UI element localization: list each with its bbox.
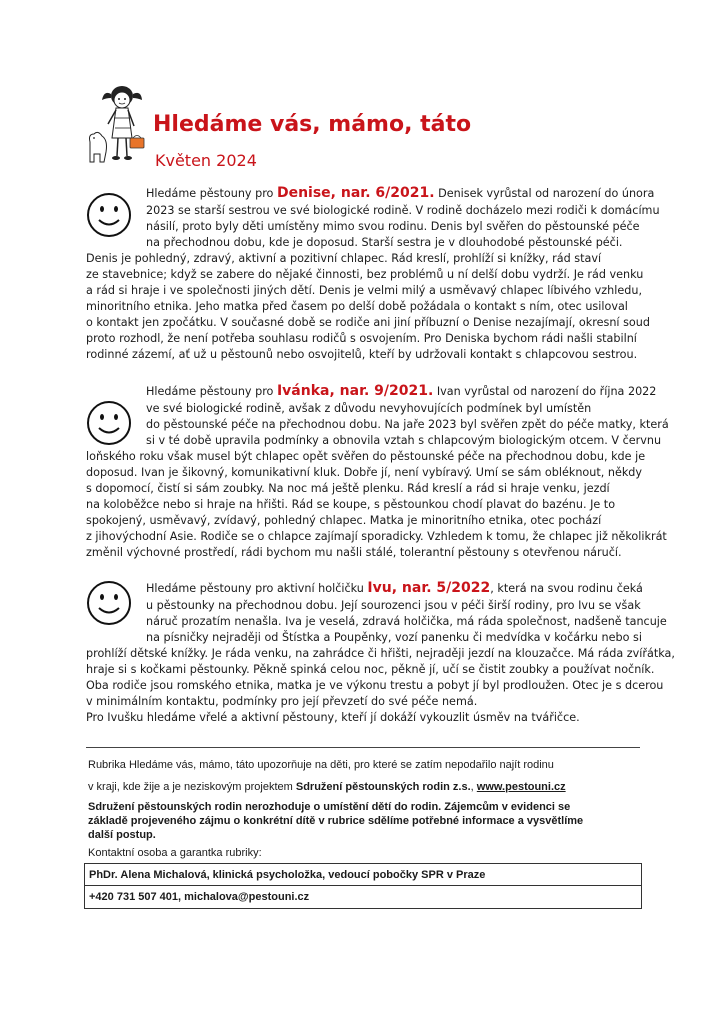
child1-line: Denis je pohledný, zdravý, aktivní a pozitivní chlapec. Rád kreslí, prohlíží si knížky, rád staví [86,252,602,265]
contact-box-divider [85,885,641,886]
smiley-face-icon [86,400,132,446]
footer-description: Rubrika Hledáme vás, mámo, táto upozorňuje na děti, pro které se zatím nepodařilo najít rodinu [88,759,554,771]
child2-line: ve své biologické rodině, avšak z důvodu nevyhovujících podmínek byl umístěn [146,402,592,415]
website-link[interactable]: www.pestouni.cz [476,781,566,793]
child2-line: do pěstounské péče na přechodnou dobu. Na jaře 2023 byl svěřen zpět do péče matky, která [146,418,669,431]
issue-month: Květen 2024 [155,151,257,170]
contact-name: PhDr. Alena Michalová, klinická psycholožka, vedoucí pobočky SPR v Praze [89,869,486,881]
child2-line: s dopomocí, čistí si sám zoubky. Na noc má ještě plenku. Rád kreslí a rád si hraje venku, jezdí [86,482,610,495]
child2-line: si v té době upravila podmínky a obnovila vztah s chlapcovým biologickým otcem. V červnu [146,434,662,447]
child3-line: hraje si s kočkami pěstounky. Pěkně spinká celou noc, pěkně jí, učí se čistit zoubky a používat nočník. [86,663,655,676]
child1-heading-line [146,186,654,201]
contact-info[interactable]: +420 731 507 401, michalova@pestouni.cz [89,891,310,903]
child2-line: z jihovýchodní Asie. Rodiče se o chlapce zajímají sporadicky. Vzhledem k tomu, že chlapec již několikrát [86,530,667,543]
contact-label: Kontaktní osoba a garantka rubriky: [88,847,262,859]
child1-name: Denise, nar. 6/2021. [276,185,435,201]
girl-with-dog-illustration [84,82,150,170]
footer-notice-line: další postup. [88,829,156,841]
child1-line: o kontakt jen zpočátku. V současné době se rodiče ani jiní příbuzní o Denise nezajímají, okresní soud [86,316,650,329]
child3-name: Ivu, nar. 5/2022 [367,580,491,596]
contact-box [84,863,642,909]
child2-line: loňského roku však musel být chlapec opět svěřen do pěstounské péče na přechodnou dobu, kde je [86,450,646,463]
footer-project-line [88,780,566,794]
child1-line: proto rozhodl, že není potřeba souhlasu rodičů s osvojením. Pro Deniska bychom rádi našli stabilní [86,332,637,345]
child3-heading-line [146,581,643,596]
child1-line: minoritního etnika. Jeho matka před časem po delší době požádala o kontakt s ním, otec usiloval [86,300,628,313]
footer-project-text: v kraji, kde žije a je neziskovým projektem [88,781,296,793]
footer-divider [86,747,640,748]
child3-line: , která na svou rodinu čeká [490,582,643,595]
child3-line: Oba rodiče jsou romského etnika, matka je ve výkonu trestu a pobyt jí byl prodloužen. Otec je s dcerou [86,679,664,692]
child2-intro: Hledáme pěstouny pro [146,385,277,398]
child2-line: Ivan vyrůstal od narození do října 2022 [433,385,657,398]
child1-line: násilí, proto byly děti umístěny mimo svou rodinu. Denis byl svěřen do pěstounské péče [146,220,640,233]
child1-line: ze stavebnice; když se zabere do nějaké činnosti, bez problémů u ní delší dobu vydrží. Je rád venku [86,268,644,281]
child3-line: náruč prozatím nenašla. Iva je veselá, zdravá holčička, má ráda společnost, nadšeně tancuje [146,615,667,628]
child2-line: spokojený, usměvavý, zvídavý, pohledný chlapec. Matka je minoritního etnika, otec pochází [86,514,602,527]
child2-line: na koloběžce nebo si hraje na hřišti. Rád se koupe, s pěstounkou chodí plavat do bazénu. Je to [86,498,616,511]
page-title: Hledáme vás, mámo, táto [153,112,472,137]
child1-intro: Hledáme pěstouny pro [146,187,277,200]
child3-line: prohlíží dětské knížky. Je ráda venku, na zahrádce či hřišti, nejraději jezdí na klouzačce. Má ráda zvířátka, [86,647,675,660]
child3-line: u pěstounky na přechodnou dobu. Její sourozenci jsou v péči širší rodiny, pro Ivu se však [146,599,641,612]
footer-notice-line: základě projeveného zájmu o konkrétní dítě v rubrice sdělíme potřebné informace a vysvětlíme [88,815,584,827]
child1-line: Denisek vyrůstal od narození do února [434,187,655,200]
child1-line: a rád si hraje i ve společnosti jiných dětí. Denis je velmi milý a usměvavý chlapec líbivého vzhledu, [86,284,643,297]
child1-line: na přechodnou dobu, kde je doposud. Starší sestra je v dlouhodobé pěstounské péči. [146,236,623,249]
child2-line: změnil výchovné prostředí, rádi bychom mu našli stálé, tolerantní pěstouny s otevřenou náručí. [86,546,622,559]
child2-heading-line [146,384,656,399]
child1-line: rodinné zázemí, ať už u pěstounů nebo osvojitelů, kteří by udržovali kontakt s chlapcovou sestrou. [86,348,638,361]
child3-line: v minimálním kontaktu, podmínky pro její převzetí do své péče nemá. [86,695,478,708]
child3-intro: Hledáme pěstouny pro aktivní holčičku [146,582,368,595]
child2-line: doposud. Ivan je šikovný, komunikativní kluk. Dobře jí, není vybíravý. Umí se sám obléknout, někdy [86,466,643,479]
footer-comma: , [470,781,477,793]
child2-name: Ivánka, nar. 9/2021. [276,383,434,399]
smiley-face-icon [86,192,132,238]
child3-line: Pro Ivušku hledáme vřelé a aktivní pěstouny, kteří jí dokáží vykouzlit úsměv na tvářičce. [86,711,580,724]
child3-line: na písničky nejraději od Štístka a Poupěnky, vozí panenku či medvídka v kočárku nebo si [146,631,642,644]
footer-notice-line: Sdružení pěstounských rodin nerozhoduje o umístění dětí do rodin. Zájemcům v evidenci se [88,801,571,813]
organization-name: Sdružení pěstounských rodin z.s. [295,781,471,793]
smiley-face-icon [86,580,132,626]
child1-line: 2023 se starší sestrou ve své biologické rodině. V rodině docházelo mezi rodiči k domácímu [146,204,660,217]
